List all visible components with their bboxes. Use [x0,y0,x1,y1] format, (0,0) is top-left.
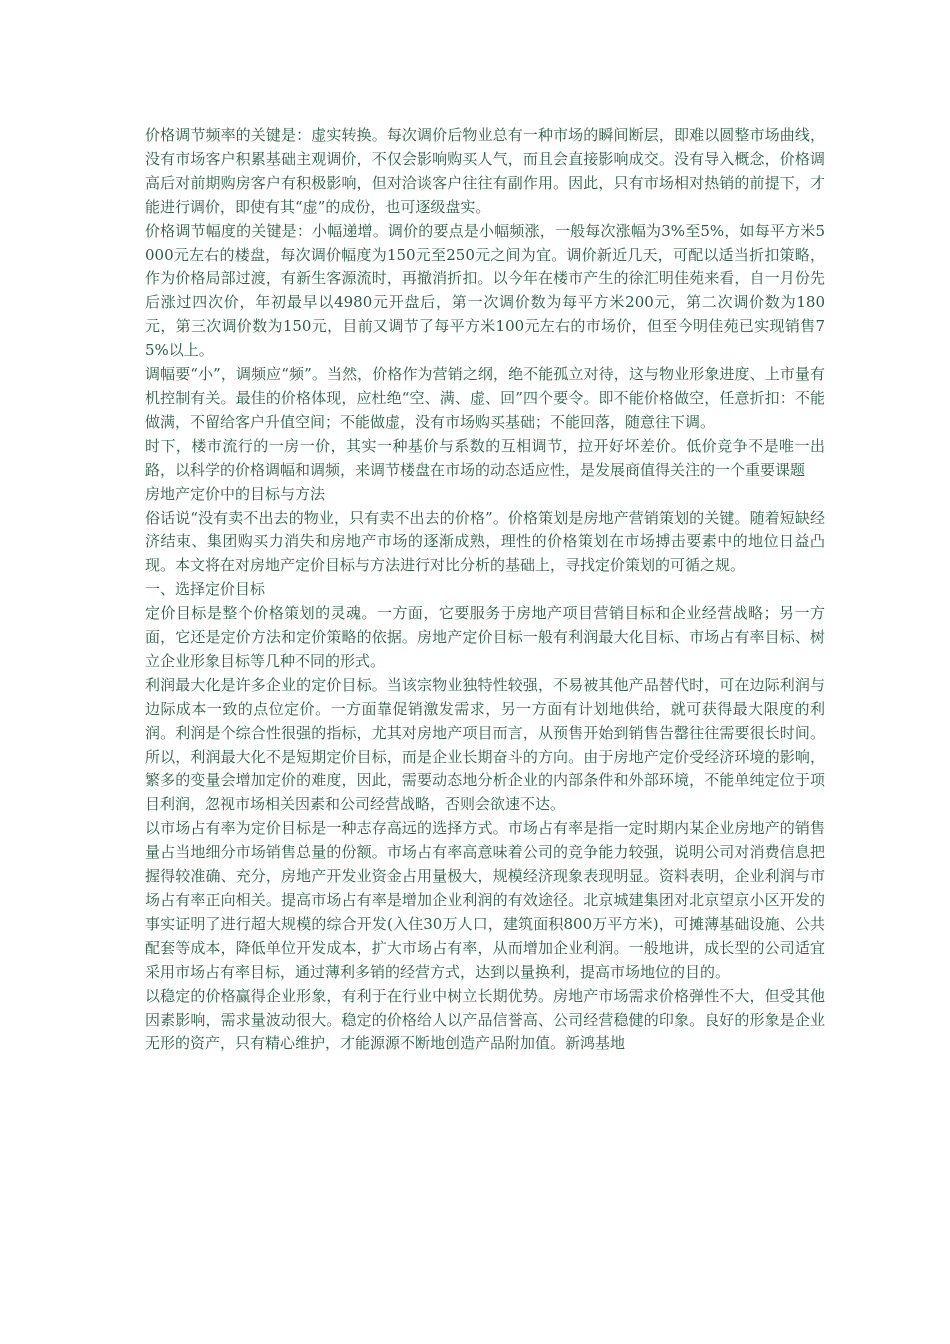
document-body [145,124,825,1056]
paragraph-market-share: 以市场占有率为定价目标是一种志存高远的选择方式。市场占有率是指一定时期内某企业房地产的销售量占当地细分市场销售总量的份额。市场占有率高意味着公司的竞争能力较强，说明公司对消费信息把握得较准确、充分，房地产开发业资金占用量极大，规模经济现象表现明显。资料表明，企业利润与市场占有率正向相关。提高市场占有率是增加企业利润的有效途径。北京城建集团对北京望京小区开发的事实证明了进行超大规模的综合开发(入住30万人口，建筑面积800万平方米)，可摊薄基础设施、公共配套等成本，降低单位开发成本，扩大市场占有率，从而增加企业利润。一般地讲，成长型的公司适宜采用市场占有率目标，通过薄利多销的经营方式，达到以量换利，提高市场地位的目的。 [145,819,825,981]
paragraph-pricing-goal-soul: 定价目标是整个价格策划的灵魂。一方面，它要服务于房地产项目营销目标和企业经营战略；另一方面，它还是定价方法和定价策略的依据。房地产定价目标一般有利润最大化目标、市场占有率目标、树立企业形象目标等几种不同的形式。 [145,604,825,670]
section-heading-pricing-goals-methods: 房地产定价中的目标与方法 [145,484,326,503]
paragraph-one-house-one-price: 时下，楼市流行的一房一价，其实一种基价与系数的互相调节，拉开好坏差价。低价竞争不是唯一出路，以科学的价格调幅和调频，来调节楼盘在市场的动态适应性，是发展商值得关注的一个重要课题 [145,436,825,479]
paragraph-stable-price: 以稳定的价格赢得企业形象，有利于在行业中树立长期优势。房地产市场需求价格弹性不大，但受其他因素影响，需求量波动很大。稳定的价格给人以产品信誉高、公司经营稳健的印象。良好的形象是企业无形的资产，只有精心维护，才能源源不断地创造产品附加值。新鸿基地 [145,986,825,1053]
paragraph-price-range: 价格调节幅度的关键是：小幅递增。调价的要点是小幅频涨，一般每次涨幅为3%至5%，如每平方米5000元左右的楼盘，每次调价幅度为150元至250元之间为宜。调价新近几天，可配以适当折扣策略，作为价格局部过渡，有新生客源流时，再撤消折扣。以今年在楼市产生的徐汇明佳苑来看，自一月份先后涨过四次价，年初最早以4980元开盘后，第一次调价数为每平方米200元，第二次调价数为180元，第三次调价数为150元，目前又调节了每平方米100元左右的市场价，但至今明佳苑已实现销售75%以上。 [145,221,825,360]
paragraph-profit-maximization: 利润最大化是许多企业的定价目标。当该宗物业独特性较强，不易被其他产品替代时，可在边际利润与边际成本一致的点位定价。一方面靠促销激发需求，另一方面有计划地供给，就可获得最大限度的利润。利润是个综合性很强的指标，尤其对房地产项目而言，从预售开始到销售告罄往往需要很长时间。所以，利润最大化不是短期定价目标，而是企业长期奋斗的方向。由于房地产定价受经济环境的影响，繁多的变量会增加定价的难度，因此，需要动态地分析企业的内部条件和外部环境，不能单纯定位于项目利润，忽视市场相关因素和公司经营战略，否则会欲速不达。 [145,675,825,814]
paragraph-price-frequency: 价格调节频率的关键是：虚实转换。每次调价后物业总有一种市场的瞬间断层，即难以圆整市场曲线，没有市场客户积累基础主观调价，不仅会影响购买人气，而且会直接影响成交。没有导入概念，价格调高后对前期购房客户有积极影响，但对洽谈客户往往有副作用。因此，只有市场相对热销的前提下，才能进行调价，即使有其“虚”的成份，也可逐级盘实。 [145,126,825,216]
subheading-choose-pricing-goal: 一、选择定价目标 [145,580,266,599]
paragraph-small-frequent: 调幅要“小”，调频应“频”。当然，价格作为营销之纲，绝不能孤立对待，这与物业形象进度、上市量有机控制有关。最佳的价格体现，应杜绝“空、满、虚、回”四个要令。即不能价格做空，任意折扣：不能做满，不留给客户升值空间；不能做虚，没有市场购买基础；不能回落，随意往下调。 [145,365,825,431]
paragraph-proverb: 俗话说“没有卖不出去的物业，只有卖不出去的价格”。价格策划是房地产营销策划的关键。随着短缺经济结束、集团购买力消失和房地产市场的逐渐成熟，理性的价格策划在市场搏击要素中的地位日益凸现。本文将在对房地产定价目标与方法进行对比分析的基础上，寻找定价策划的可循之规。 [145,508,825,575]
